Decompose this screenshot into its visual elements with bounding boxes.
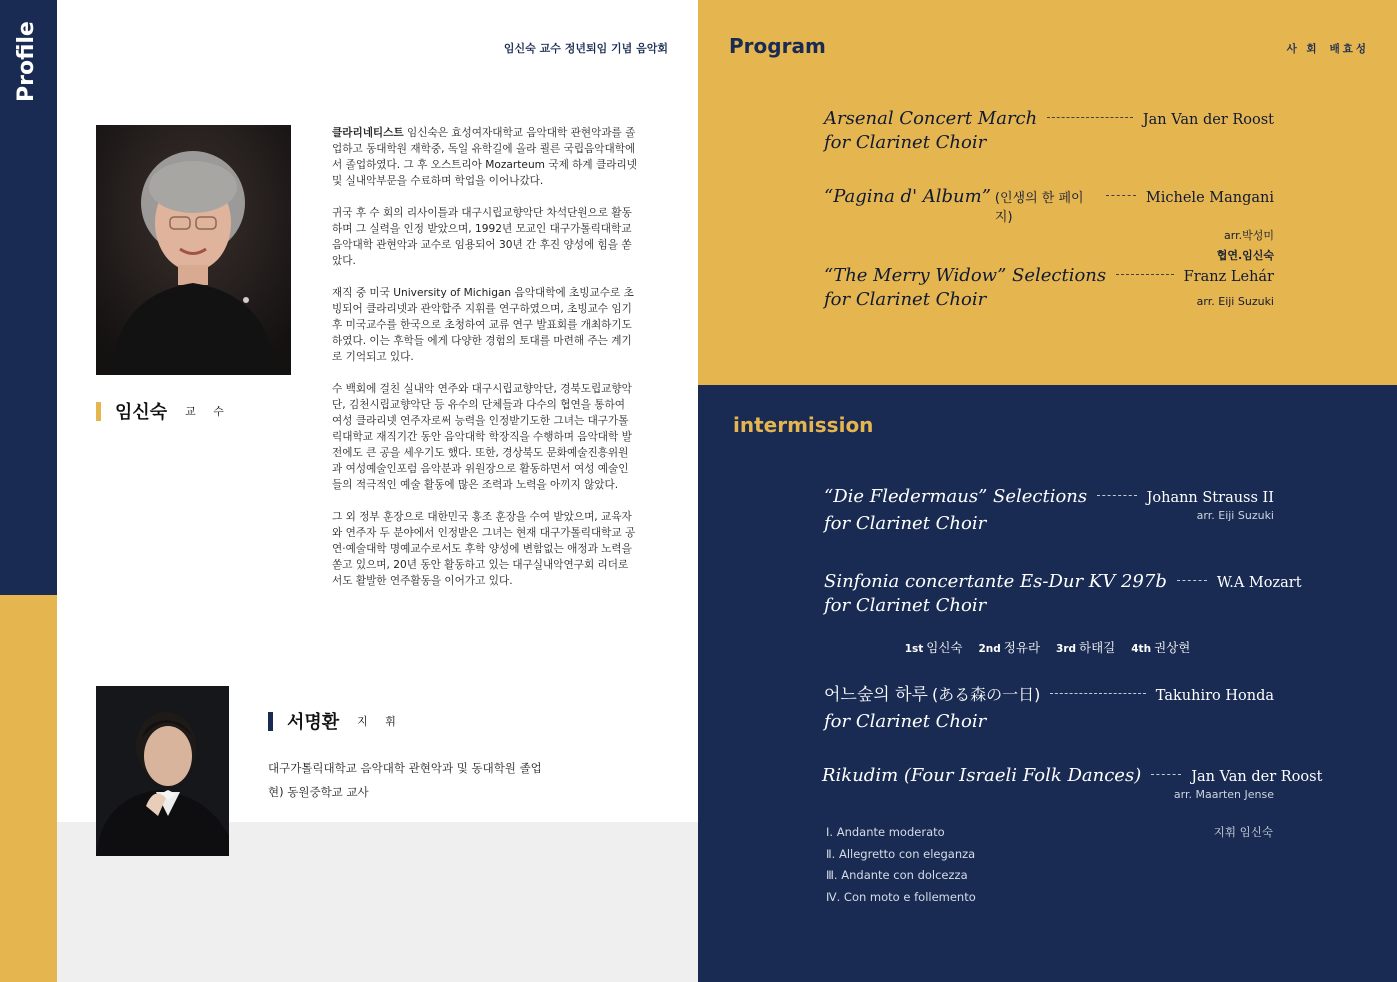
piece-title: 어느숲의 하루 <box>824 685 928 705</box>
program-second-half <box>698 385 1397 982</box>
piece-soloist: 협연.임신숙 <box>1216 249 1274 262</box>
profile-page <box>0 0 698 982</box>
program-heading: Program <box>729 34 826 58</box>
movement: Ⅳ. Con moto e follemento <box>826 889 976 904</box>
leader-dots <box>1151 774 1181 775</box>
mc-name: 배효성 <box>1329 43 1369 55</box>
conductor-name-row <box>268 708 403 734</box>
professor-name: 임신숙 <box>115 402 168 423</box>
section-title: Profile <box>14 21 39 102</box>
leader-dots <box>1106 195 1136 196</box>
piece-arranger: arr. Maarten Jense <box>1173 788 1274 801</box>
piece-arranger: arr. Eiji Suzuki <box>1196 509 1274 522</box>
bio-paragraph: 그 외 정부 훈장으로 대한민국 홍조 훈장을 수여 받았으며, 교육자와 연주자 두 분야에서 인정받은 그녀는 현재 대구가톨릭대학교 공연·예술대학 명예교수로서도 후학 양성에 변함없는 애정과 노력을 쏟고 있으며, 20년 동안 활동하고 있는 대구실내악연구회 리더로서도 활발한 연주활동을 이어가고 있다. <box>332 511 636 587</box>
piece-title: Sinfonia concertante Es-Dur KV 297b <box>824 571 1167 592</box>
piece-composer: W.A Mozart <box>1216 575 1302 591</box>
soloist: 3rd 하태길 <box>1056 640 1116 655</box>
side-band-gold <box>0 595 57 982</box>
program-piece <box>824 486 1274 534</box>
bio-paragraph: 수 백회에 걸친 실내악 연주와 대구시립교향악단, 경북도립교향악단, 김천시립교향악단 등 유수의 단체들과 다수의 협연을 통하여 여성 클라리넷 연주자로써 능력을 인정받기도한 그녀는 대구가톨릭대학교 재직기간 동안 음악대학 학장직을 수행하며 음악대학 발전에도 큰 공을 세우기도 했다. 또한, 경상북도 문화예술진흥위원과 여성예술인포럼 음악분과 위원장으로 활동하면서 여성 예술인들의 적극적인 예술 활동에 많은 조력과 노력을 아끼지 않았다. <box>332 383 632 491</box>
piece-subtitle: for Clarinet Choir <box>824 289 987 310</box>
piece-title: “The Merry Widow” Selections <box>824 265 1107 286</box>
piece-conductor: 지휘 임신숙 <box>1213 825 1273 839</box>
movement-list <box>826 822 976 908</box>
piece-arranger: arr. Eiji Suzuki <box>1196 295 1274 308</box>
conductor-name: 서명환 <box>287 712 340 733</box>
program-piece <box>824 186 1274 263</box>
bio-paragraph: 재직 중 미국 University of Michigan 음악대학에 초빙교수로 초빙되어 클라리넷과 관악합주 지휘를 연구하였으며, 초빙교수 임기 후 미국교수를 한국으로 초청하여 교류 연구 발표회를 개최하기도 하였다. 이는 후학들 에게 다양한 경험의 토대를 마련해 주는 계기로 기억되고 있다. <box>332 287 634 363</box>
leader-dots <box>1097 495 1136 496</box>
piece-composer: Johann Strauss II <box>1146 490 1274 506</box>
movement: Ⅲ. Andante con dolcezza <box>826 868 968 882</box>
piece-title: “Die Fledermaus” Selections <box>824 486 1088 507</box>
conductor-photo <box>96 686 229 856</box>
piece-subtitle: for Clarinet Choir <box>824 595 987 616</box>
piece-arranger: arr.박성미 <box>1224 229 1274 242</box>
professor-role: 교 수 <box>185 405 231 418</box>
concert-title: 임신숙 교수 정년퇴임 기념 음악회 <box>503 42 668 55</box>
soloist: 4th 권상현 <box>1131 640 1191 655</box>
program-first-half <box>698 0 1397 385</box>
program-piece <box>824 680 1274 732</box>
soloist: 1st 임신숙 <box>904 640 963 655</box>
leader-dots <box>1047 117 1133 118</box>
movement: Ⅰ. Andante moderato <box>826 825 945 839</box>
name-marker <box>96 402 101 421</box>
leader-dots <box>1050 693 1145 694</box>
bio-lead: 클라리네티스트 <box>332 127 404 139</box>
program-piece <box>824 108 1274 153</box>
piece-composer: Jan Van der Roost <box>1191 769 1323 785</box>
professor-photo <box>96 125 291 375</box>
piece-title-translation: (인생의 한 페이지) <box>994 191 1084 225</box>
conductor-bio-line: 대구가톨릭대학교 음악대학 관현악과 및 동대학원 졸업 <box>268 761 542 775</box>
program-piece <box>824 571 1302 616</box>
piece-title: Rikudim (Four Israeli Folk Dances) <box>822 765 1142 786</box>
conductor-bio-line: 현) 동원중학교 교사 <box>268 785 369 799</box>
piece-subtitle: for Clarinet Choir <box>824 711 987 732</box>
bio-paragraph: 클라리네티스트 임신숙은 효성여자대학교 음악대학 관현악과를 졸업하고 동대학원 재학중, 독일 유학길에 올라 쾰른 국립음악대학에서 졸업하였다. 그 후 오스트리아 Mozarteum 국제 하계 클라리넷 및 실내악부문을 수료하며 학업을 이어나갔다. <box>332 127 637 187</box>
piece-title: “Pagina d' Album” <box>824 186 991 207</box>
movement: Ⅱ. Allegretto con eleganza <box>826 846 976 861</box>
leader-dots <box>1116 274 1174 275</box>
professor-bio <box>332 125 637 605</box>
soloist-list <box>698 638 1397 656</box>
piece-subtitle: for Clarinet Choir <box>824 513 987 534</box>
piece-title: Arsenal Concert March <box>824 108 1038 129</box>
soloist: 2nd 정유라 <box>978 640 1041 655</box>
name-marker <box>268 712 273 731</box>
leader-dots <box>1177 580 1207 581</box>
conductor-role: 지 휘 <box>357 715 403 728</box>
bio-paragraph: 귀국 후 수 회의 리사이틀과 대구시립교향악단 차석단원으로 활동하며 그 실력을 인정 받았으며, 1992년 모교인 대구가톨릭대학교 음악대학 관현악과 교수로 임용되어 30년 간 후진 양성에 힘을 쏟았다. <box>332 207 632 267</box>
piece-composer: Takuhiro Honda <box>1155 688 1274 704</box>
mc-credit <box>1287 41 1369 56</box>
piece-composer: Michele Mangani <box>1145 190 1274 206</box>
mc-label: 사 회 <box>1286 43 1320 55</box>
piece-title-translation: (ある森の一日) <box>931 685 1041 704</box>
program-piece <box>822 765 1323 801</box>
intermission-heading: intermission <box>733 413 874 437</box>
piece-subtitle: for Clarinet Choir <box>824 132 987 153</box>
piece-composer: Franz Lehár <box>1183 269 1274 285</box>
piece-composer: Jan Van der Roost <box>1142 112 1274 128</box>
program-piece <box>824 265 1274 310</box>
professor-name-row <box>96 398 231 424</box>
conductor-bio <box>268 756 542 804</box>
